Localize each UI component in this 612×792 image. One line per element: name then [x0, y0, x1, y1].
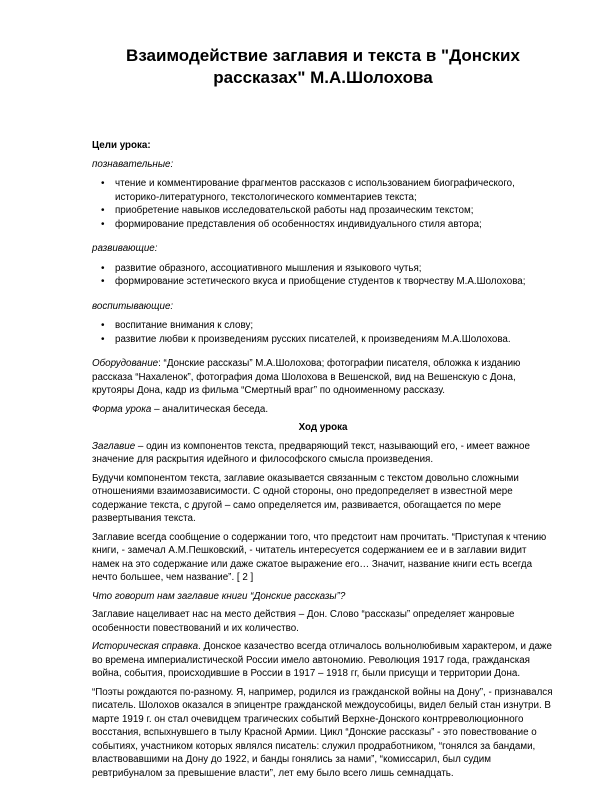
document-page [92, 45, 554, 780]
lesson-form-label: Форма урока [92, 403, 152, 415]
equipment-text: : “Донские рассказы” М.А.Шолохова; фотографии писателя, обложка к изданию рассказа “Нахаленок”, фотография дома Шолохова в Вешенской, вид на Вешенскую с Дона, крутояры Дона, кадр из фильма “Смертный враг” по одноименному рассказу. [92, 358, 521, 396]
document-title: Взаимодействие заглавия и текста в "Донских рассказах" М.А.Шолохова [126, 46, 520, 87]
history-paragraph [92, 640, 554, 681]
educational-label: воспитывающие: [92, 300, 174, 312]
cognitive-list [92, 177, 554, 231]
equipment-label: Оборудование [92, 358, 159, 369]
title-definition-text: – один из компонентов текста, предваряющий текст, называющий его, - имеет важное значение для раскрытия идейного и философского смысла произведения. [92, 440, 530, 465]
lesson-form-text: – аналитическая беседа. [151, 403, 269, 415]
educational-list [92, 319, 554, 346]
aims-paragraph: Заглавие нацеливает нас на место действия – Дон. Слово “рассказы” определяет жанровые особенности повествований и их количество. [92, 609, 515, 634]
list-item: • формирование представления об особенностях индивидуального стиля автора; [92, 218, 554, 232]
equipment-paragraph [92, 357, 554, 398]
title-definition-label: Заглавие [92, 440, 136, 452]
list-item: • развитие любви к произведениям русских писателей, к произведениям М.А.Шолохова. [92, 333, 554, 347]
component-paragraph: Будучи компонентом текста, заглавие оказывается связанным с текстом довольно сложными отношениями взаимозависимости. С одной стороны, оно предопределяет в известной мере содержание текста, с другой – само определяется им, развивается, обогащается по мере развертывания текста. [92, 472, 519, 524]
list-item: • приобретение навыков исследовательской работы над прозаическим текстом; [92, 204, 554, 218]
list-item: • формирование эстетического вкуса и приобщение студентов к творчеству М.А.Шолохова; [92, 275, 554, 289]
course-heading: Ход урока [298, 422, 348, 433]
message-paragraph: Заглавие всегда сообщение о содержании того, что предстоит нам прочитать. “Приступая к чтению книги, - замечал А.М.Пешковский, - читатель интересуется содержанием ее и в заглавии видит намек на это содержание или даже сжатое выражение его… Значит, название книги есть всегда нечто большее, чем название”. [ 2 ] [92, 531, 547, 583]
title-definition-paragraph [92, 440, 554, 467]
list-item: • воспитание внимания к слову; [92, 319, 554, 333]
developing-list [92, 262, 554, 289]
lesson-form-paragraph [92, 403, 554, 417]
history-label: Историческая справка [92, 641, 199, 652]
poets-paragraph: “Поэты рождаются по-разному. Я, например, родился из гражданской войны на Дону”, - признавался писатель. Шолохов оказался в эпицентре гражданской междоусобицы, видел белый стан изнутри. В марте 1919 г. он стал очевидцем трагических событий Верхне-Донского контрреволюционного восстания, вспыхнувшего в тылу Красной Армии. Цикл “Донские рассказы” - это повествование о событиях, участником которых являлся писатель: служил продработником, “гонялся за бандами, властвовавшими на Дону до 1922, и банды гонялись за нами”, “комиссарил, был судим ревтрибуналом за превышение власти”, лет ему было всего лишь семнадцать. [92, 686, 553, 779]
question-paragraph: Что говорит нам заглавие книги “Донские рассказы”? [92, 590, 346, 602]
cognitive-label: познавательные: [92, 158, 174, 170]
list-item: • чтение и комментирование фрагментов рассказов с использованием биографического, историко-литературного, текстологического комментариев текста; [92, 177, 554, 204]
history-text: . Донское казачество всегда отличалось вольнолюбивым характером, и даже во времена империалистической России имело автономию. Революция 1917 года, гражданская война, события, происходившие в России в 1917 – 1918 гг, были присущи и территории Дона. [92, 641, 552, 679]
developing-label: развивающие: [92, 243, 158, 254]
goals-heading: Цели урока: [92, 140, 151, 151]
list-item: • развитие образного, ассоциативного мышления и языкового чутья; [92, 262, 554, 276]
